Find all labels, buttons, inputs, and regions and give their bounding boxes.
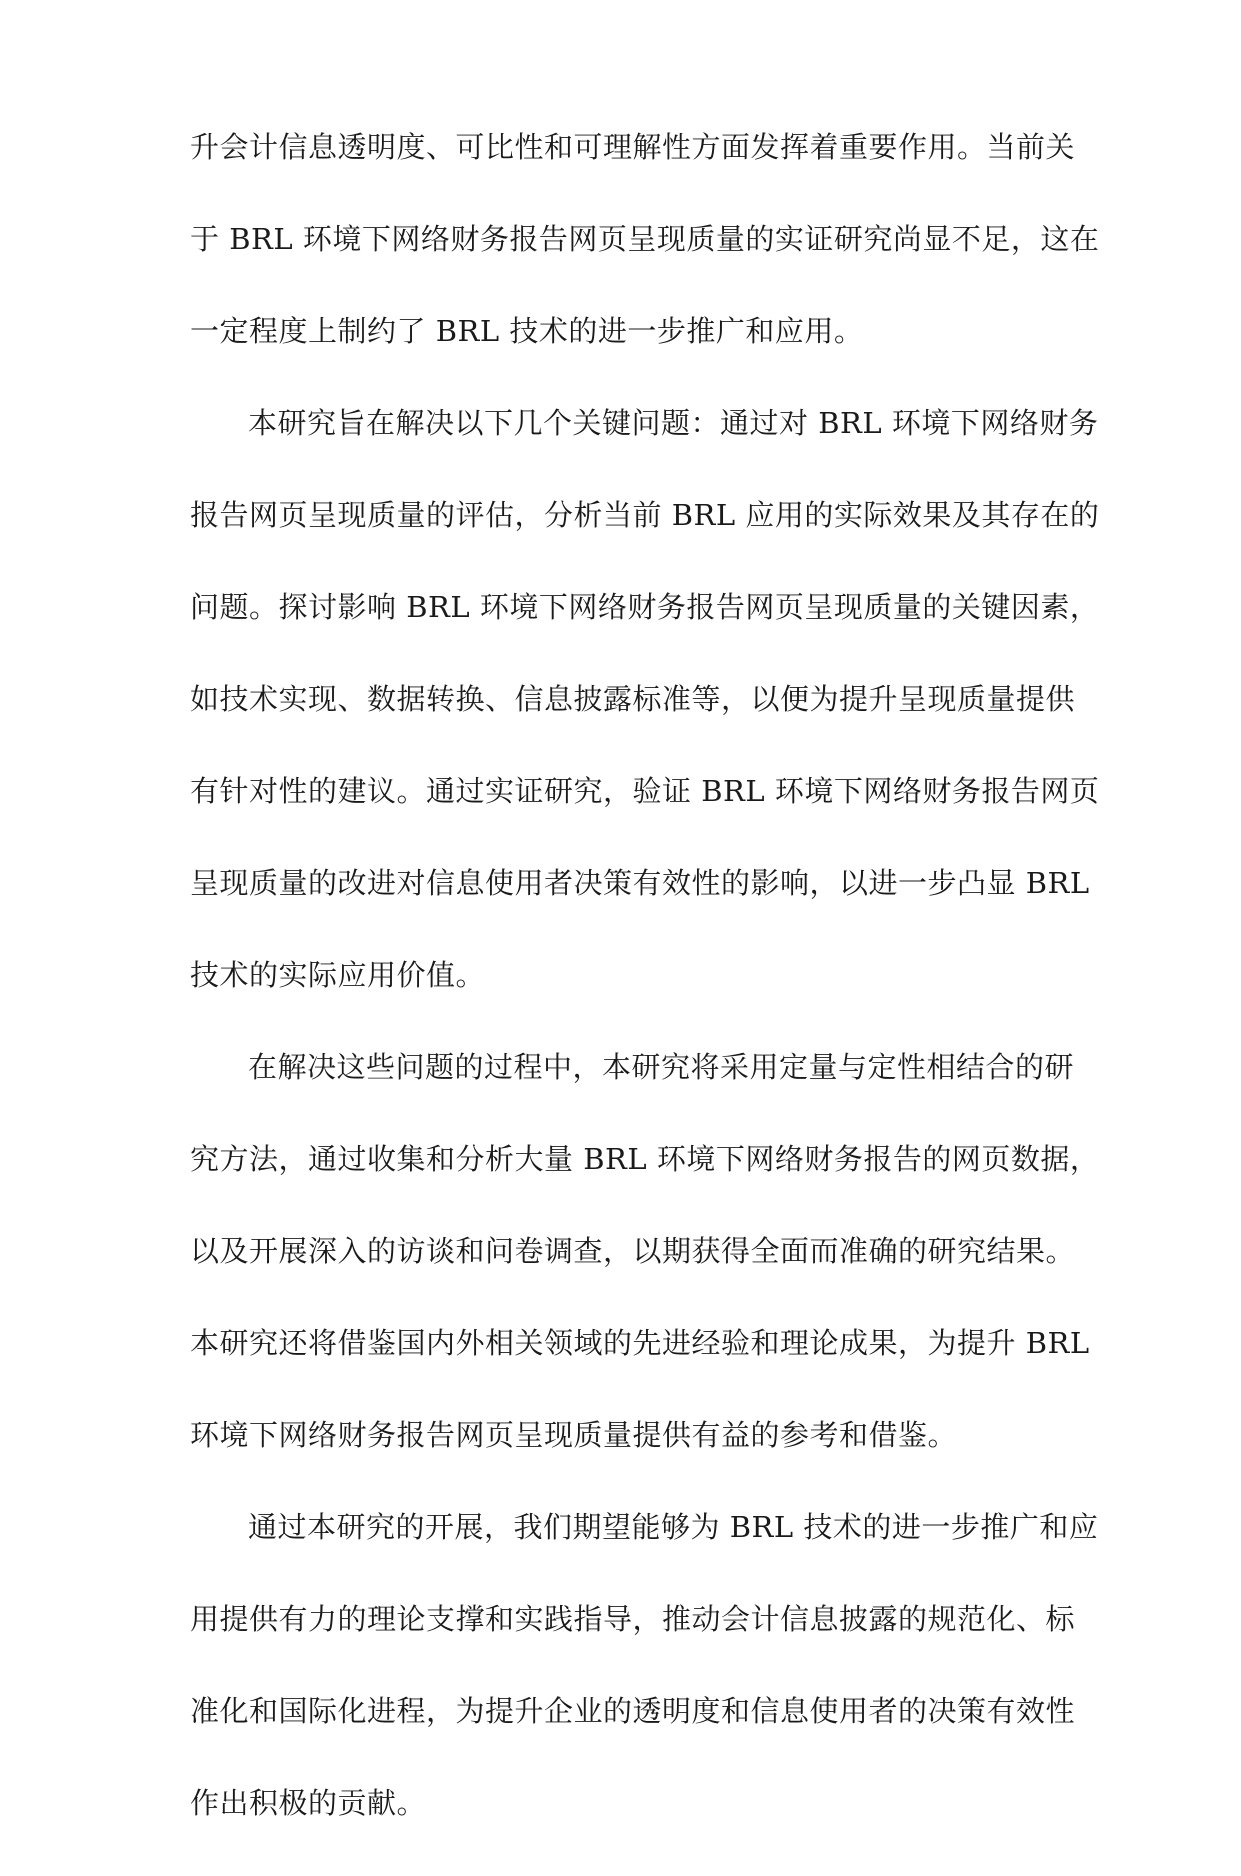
paragraph-line: 准化和国际化进程，为提升企业的透明度和信息使用者的决策有效性 [190,1694,1076,1728]
paragraph-line: 报告网页呈现质量的评估，分析当前 BRL 应用的实际效果及其存在的 [190,498,1100,532]
paragraph-line: 升会计信息透明度、可比性和可理解性方面发挥着重要作用。当前关 [190,130,1076,164]
paragraph-line: 本研究还将借鉴国内外相关领域的先进经验和理论成果，为提升 BRL [190,1326,1090,1360]
paragraph-continuation [190,128,1100,350]
paragraph-line: 本研究旨在解决以下几个关键问题：通过对 BRL 环境下网络财务 [248,406,1099,440]
paragraph-line: 有针对性的建议。通过实证研究，验证 BRL 环境下网络财务报告网页 [190,774,1100,808]
paragraph-line: 于 BRL 环境下网络财务报告网页呈现质量的实证研究尚显不足，这在 [190,222,1100,256]
paragraph-line: 用提供有力的理论支撑和实践指导，推动会计信息披露的规范化、标 [190,1602,1076,1636]
paragraph-research-methods [190,1048,1100,1454]
paragraph-line: 如技术实现、数据转换、信息披露标准等，以便为提升呈现质量提供 [190,682,1076,716]
paragraph-line: 以及开展深入的访谈和问卷调查，以期获得全面而准确的研究结果。 [190,1234,1076,1268]
paragraph-line: 技术的实际应用价值。 [190,958,486,992]
document-body [190,128,1100,1876]
paragraph-line: 呈现质量的改进对信息使用者决策有效性的影响，以进一步凸显 BRL [190,866,1090,900]
paragraph-expected-contribution [190,1508,1099,1822]
paragraph-line: 一定程度上制约了 BRL 技术的进一步推广和应用。 [190,314,864,348]
paragraph-line: 通过本研究的开展，我们期望能够为 BRL 技术的进一步推广和应 [248,1510,1099,1544]
paragraph-line: 在解决这些问题的过程中，本研究将采用定量与定性相结合的研 [248,1050,1075,1084]
paragraph-research-questions [190,404,1100,994]
paragraph-line: 作出积极的贡献。 [190,1786,427,1820]
paragraph-line: 环境下网络财务报告网页呈现质量提供有益的参考和借鉴。 [190,1418,958,1452]
paragraph-line: 问题。探讨影响 BRL 环境下网络财务报告网页呈现质量的关键因素， [190,590,1100,624]
paragraph-line: 究方法，通过收集和分析大量 BRL 环境下网络财务报告的网页数据， [190,1142,1100,1176]
